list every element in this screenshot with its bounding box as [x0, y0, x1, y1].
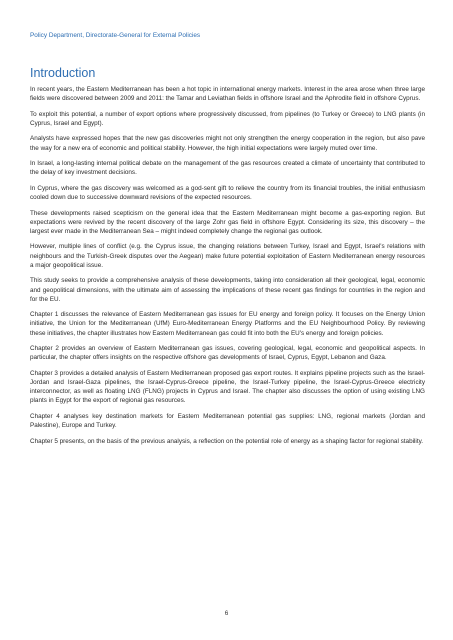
paragraph: Chapter 5 presents, on the basis of the previous analysis, a reflection on the potential role of energy as a shaping factor for regional stability.	[30, 437, 424, 445]
paragraph: However, multiple lines of conflict (e.g. the Cyprus issue, the changing relations between Turkey, Israel and Egypt, Israel's relations with neighbours and the Turkish-Greek disputes over the Aegean) make future potential exploitation of Eastern Mediterranean energy resources a major geopolitical issue.	[30, 243, 425, 269]
running-header: Policy Department, Directorate-General for External Policies	[30, 32, 201, 39]
paragraph: Analysts have expressed hopes that the new gas discoveries might not only strengthen the energy cooperation in the region, but also pave the way for a new era of economic and political stability. However, the high initial expectations were largely muted over time.	[30, 135, 425, 152]
paragraph: Chapter 1 discusses the relevance of Eastern Mediterranean gas issues for EU energy and foreign policy. It focuses on the Energy Union initiative, the Union for the Mediterranean (UfM) Euro-Mediterranean Energy Platforms and the EU Neighbourhood Policy. By reviewing these initiatives, the chapter illustrates how Eastern Mediterranean gas could fit into both the EU's energy and foreign policies.	[30, 311, 425, 337]
paragraph: To exploit this potential, a number of export options where progressively discussed, from pipelines (to Turkey or Greece) to LNG plants (in Cyprus, Israel and Egypt).	[30, 110, 425, 127]
body-text	[30, 85, 425, 452]
paragraph: This study seeks to provide a comprehensive analysis of these developments, taking into consideration all their geological, legal, economic and geopolitical dimensions, with the ultimate aim of assessing the implications of these recent gas findings for countries in the region and for the EU.	[30, 277, 425, 303]
page-number: 6	[224, 610, 229, 617]
paragraph: Chapter 3 provides a detailed analysis of Eastern Mediterranean proposed gas export routes. It explains pipeline projects such as the Israel-Jordan and Israel-Gaza pipelines, the Israel-Cyprus-Greece pipeline, the Israel-Turkey pipeline, the Israel-Cyprus-Greece electricity interconnector, as well as floating LNG (FLNG) projects in Cyprus and Israel. The chapter also discusses the option of using existing LNG plants in Egypt for the export of regional gas resources.	[30, 369, 425, 405]
paragraph: These developments raised scepticism on the general idea that the Eastern Mediterranean might become a gas-exporting region. But expectations were revived by the recent discovery of the large Zohr gas field in offshore Egypt. Considering its size, this discovery – the largest ever made in the Mediterranean Sea – might indeed completely change the regional gas outlook.	[30, 209, 425, 235]
paragraph: Chapter 4 analyses key destination markets for Eastern Mediterranean potential gas supplies: LNG, regional markets (Jordan and Palestine), Europe and Turkey.	[30, 412, 425, 430]
paragraph: In recent years, the Eastern Mediterranean has been a hot topic in international energy markets. Interest in the area arose when three large fields were discovered between 2009 and 2011: the Tamar and Leviathan fields in offshore Israel and the Aphrodite field in offshore Cyprus.	[30, 86, 425, 103]
paragraph: In Cyprus, where the gas discovery was welcomed as a god-sent gift to relieve the country from its financial troubles, the initial enthusiasm cooled down due to successive downward revisions of the expected resources.	[30, 184, 425, 202]
paragraph: Chapter 2 provides an overview of Eastern Mediterranean gas issues, covering geological, legal, economic and geopolitical aspects. In particular, the chapter offers insights on the respective offshore gas developments of Israel, Cyprus, Egypt, Lebanon and Gaza.	[30, 345, 425, 362]
paragraph: In Israel, a long-lasting internal political debate on the management of the gas resources created a climate of uncertainty that contributed to the delay of key investment decisions.	[30, 160, 425, 177]
section-heading: Introduction	[30, 66, 96, 81]
